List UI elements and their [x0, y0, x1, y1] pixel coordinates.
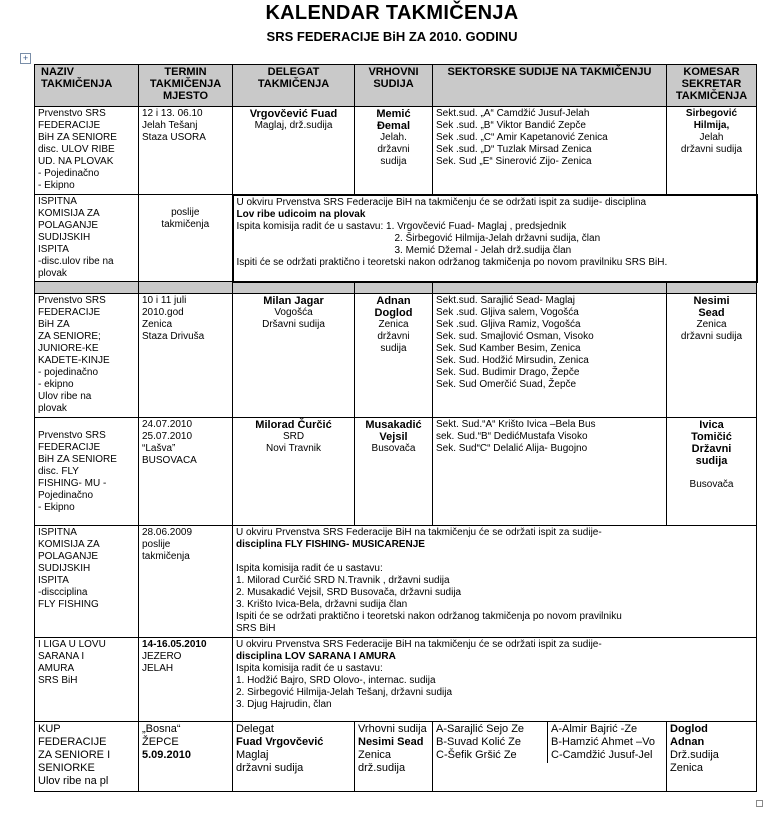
table-move-handle-icon[interactable]: +: [20, 53, 31, 64]
naziv-cell: ISPITNA KOMISIJA ZA POLAGANJE SUDIJSKIH ISPITA -discciplina FLY FISHING: [35, 525, 139, 637]
header-naziv: NAZIV TAKMIČENJA: [35, 65, 139, 107]
delegat-cell: Vrgovčević Fuad Maglaj, drž.sudija: [233, 107, 355, 195]
header-delegat: DELEGAT TAKMIČENJA: [233, 65, 355, 107]
vrhovni-cell: Musakadić Vejsil Busovača: [355, 417, 433, 525]
sektorske-cell: Sekt. Sud.“A“ Krišto Ivica –Bela Bus sek. Sud.“B“ DedićMustafa Visoko Sek. Sud“C“ Delalić Alija- Bugojno: [433, 417, 667, 525]
sektorske-cell: [433, 721, 667, 791]
document-title: KALENDAR TAKMIČENJA: [265, 2, 519, 24]
termin-cell: „Bosna“ ŽEPCE 5.09.2010: [139, 721, 233, 791]
sektorske-right: A-Almir Bajrić -Ze B-Hamzić Ahmet –Vo C-Camdžić Jusuf-Jel: [551, 722, 655, 761]
document-subtitle: SRS FEDERACIJE BiH ZA 2010. GODINU: [266, 29, 518, 44]
termin-cell: 28.06.2009 poslije takmičenja: [139, 525, 233, 637]
separator-row: [35, 282, 757, 294]
termin-cell: 24.07.2010 25.07.2010 “Lašva” BUSOVACA: [139, 417, 233, 525]
naziv-cell: Prvenstvo SRS FEDERACIJE BiH ZA SENIORE disc. FLY FISHING- MU - Pojedinačno - Ekipno: [35, 417, 139, 525]
sektorske-cell: Sekt.sud. „A“ Camdžić Jusuf-Jelah Sek .sud. „B“ Viktor Bandić Zepče Sek .sud. „C“ Amir Kapetanović Zenica Sek .sud. „D“ Tuzlak Mirsad Zenica Sek. Sud „E“ Sinerović Zijo- Zenica: [433, 107, 667, 195]
header-vrhovni: VRHOVNI SUDIJA: [355, 65, 433, 107]
header-termin: TERMIN TAKMIČENJA MJESTO: [139, 65, 233, 107]
competition-calendar-table: [34, 64, 758, 792]
naziv-cell: Prvenstvo SRS FEDERACIJE BiH ZA ZA SENIORE; JUNIORE-KE KADETE-KINJE - pojedinačno - ekipno Ulov ribe na plovak: [35, 293, 139, 417]
komesar-cell: Ivica Tomičić Državni sudija Busovača: [667, 417, 757, 525]
delegat-cell: Milan Jagar Vogošća Dršavni sudija: [233, 293, 355, 417]
table-header-row: [35, 65, 757, 107]
termin-cell: 10 i 11 juli 2010.god Zenica Staza Drivuša: [139, 293, 233, 417]
delegat-cell: Delegat Fuad Vrgovčević Maglaj državni sudija: [233, 721, 355, 791]
table-row: [35, 293, 757, 417]
exam-info-cell: U okviru Prvenstva SRS Federacije BiH na takmičenju će se održati ispit za sudije- disciplina FLY FISHING- MUSICARENJE Ispita komisija radit će u sastavu: 1. Milorad Curčić SRD N.Travnik , državni sudija 2. Musakadić Vejsil, SRD Busovača, državni sudija 3. Krišto Ivica-Bela, državni sudija član Ispiti će se održati praktično i teoretski nakon održanog takmičenja po novom pravilniku SRS BiH: [233, 525, 757, 637]
naziv-cell: Prvenstvo SRS FEDERACIJE BiH ZA SENIORE disc. ULOV RIBE UD. NA PLOVAK - Pojedinačno - Ekipno: [35, 107, 139, 195]
header-sektorske: SEKTORSKE SUDIJE NA TAKMIČENJU: [433, 65, 667, 107]
sektorske-cell: Sekt.sud. Sarajlić Sead- Maglaj Sek .sud. Gljiva salem, Vogošća Sek .sud. Gljiva Ramiz, Vogošća Sek. sud. Smajlović Osman, Visoko Sek. Sud Kamber Besim, Zenica Sek. Sud. Hodžić Mirsudin, Zenica Sek. Sud. Budimir Drago, Žepče Sek. Sud Omerčić Suad, Žepče: [433, 293, 667, 417]
table-row: [35, 417, 757, 525]
table-row: [35, 195, 757, 282]
table-resize-handle-icon[interactable]: [756, 800, 763, 807]
exam-info-cell: U okviru Prvenstva SRS Federacije BiH na takmičenju će se održati ispit za sudije- disciplina LOV SARANA I AMURA Ispita komisija radit će u sastavu: 1. Hodžić Bajro, SRD Olovo-, internac. sudija 2. Sirbegović Hilmija-Jelah Tešanj, državni sudija 3. Djug Hajrudin, član: [233, 637, 757, 721]
table-row: [35, 721, 757, 791]
table-row: [35, 107, 757, 195]
komesar-cell: Sirbegović Hilmija, Jelah državni sudija: [667, 107, 757, 195]
termin-cell: 12 i 13. 06.10 Jelah Tešanj Staza USORA: [139, 107, 233, 195]
sektorske-left: A-Sarajlić Sejo Ze B-Suvad Kolić Ze C-Šefik Gršić Ze: [433, 722, 548, 763]
vrhovni-cell: Memić Đemal Jelah. državni sudija: [355, 107, 433, 195]
exam-info-cell: U okviru Prvenstva SRS Federacije BiH na takmičenju će se održati ispit za sudije- disciplina Lov ribe udicoim na plovak Ispita komisija radit će u sastavu: 1. Vrgovčević Fuad- Maglaj , predsjednik 2. Širbegović Hilmija-Jelah državni sudija, član 3. Memić Džemal - Jelah drž.sudija član Ispiti će se održati praktično i teoretski nakon održanog takmičenja po novom pravilniku SRS BiH.: [233, 195, 757, 282]
vrhovni-cell: Adnan Doglod Zenica državni sudija: [355, 293, 433, 417]
header-komesar: KOMESAR SEKRETAR TAKMIČENJA: [667, 65, 757, 107]
komesar-cell: Doglod Adnan Drž.sudija Zenica: [667, 721, 757, 791]
delegat-cell: Milorad Čurčić SRD Novi Travnik: [233, 417, 355, 525]
naziv-cell: I LIGA U LOVU SARANA I AMURA SRS BiH: [35, 637, 139, 721]
vrhovni-cell: Vrhovni sudija Nesimi Sead Zenica drž.sudija: [355, 721, 433, 791]
naziv-cell: KUP FEDERACIJE ZA SENIORE I SENIORKE Ulov ribe na pl: [35, 721, 139, 791]
naziv-cell: ISPITNA KOMISIJA ZA POLAGANJE SUDIJSKIH ISPITA -disc.ulov ribe na plovak: [35, 195, 139, 282]
table-row: [35, 637, 757, 721]
table-row: [35, 525, 757, 637]
komesar-cell: Nesimi Sead Zenica državni sudija: [667, 293, 757, 417]
termin-cell: poslije takmičenja: [139, 195, 233, 282]
termin-cell: 14-16.05.2010 JEZERO JELAH: [139, 637, 233, 721]
